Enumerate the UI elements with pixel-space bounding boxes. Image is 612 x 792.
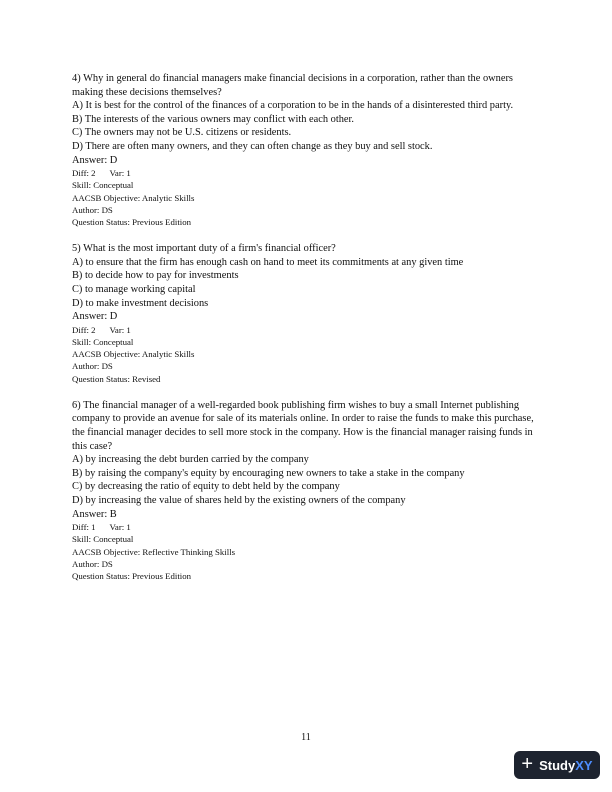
question-status-line: Question Status: Previous Edition xyxy=(72,216,192,227)
answer-option: C) by decreasing the ratio of equity to debt held by the company xyxy=(72,481,340,493)
answer-option: B) by raising the company's equity by encouraging new owners to take a stake in the company xyxy=(72,467,465,479)
difficulty-value: Diff: 2 xyxy=(72,168,96,179)
badge-brand-accent: XY xyxy=(575,757,593,773)
page-number: 11 xyxy=(301,732,311,743)
skill-line: Skill: Conceptual xyxy=(72,336,134,347)
difficulty-line xyxy=(72,324,542,336)
answer-option: A) It is best for the control of the finances of a corporation to be in the hands of a disinterested third party. xyxy=(72,100,514,112)
skill-line: Skill: Conceptual xyxy=(72,534,134,545)
author-line: Author: DS xyxy=(72,361,113,372)
answer-option: B) The interests of the various owners may conflict with each other. xyxy=(72,113,355,125)
difficulty-line xyxy=(72,521,542,533)
answer-key: Answer: D xyxy=(72,154,118,166)
answer-option: C) to manage working capital xyxy=(72,283,196,295)
question-status-line: Question Status: Revised xyxy=(72,373,161,384)
document-page xyxy=(72,72,542,596)
aacsb-objective-line: AACSB Objective: Reflective Thinking Skills xyxy=(72,546,236,557)
variant-value: Var: 1 xyxy=(109,324,131,335)
answer-option: A) to ensure that the firm has enough cash on hand to meet its commitments at any given time xyxy=(72,256,464,268)
question-status-line: Question Status: Previous Edition xyxy=(72,570,192,581)
question-block xyxy=(72,242,542,385)
aacsb-objective-line: AACSB Objective: Analytic Skills xyxy=(72,349,195,360)
question-text: 6) The financial manager of a well-regarded book publishing firm wishes to buy a small Internet publishing company to provide an avenue for sale of its materials online. In order to raise the funds to make this purchase, the financial manager decides to sell more stock in the company. How is the financial manager raising funds in this case? xyxy=(72,399,534,452)
author-line: Author: DS xyxy=(72,558,113,569)
studyxy-badge[interactable] xyxy=(514,751,600,779)
answer-option: A) by increasing the debt burden carried by the company xyxy=(72,454,309,466)
difficulty-value: Diff: 1 xyxy=(72,522,96,533)
difficulty-value: Diff: 2 xyxy=(72,324,96,335)
answer-key: Answer: B xyxy=(72,508,117,520)
skill-line: Skill: Conceptual xyxy=(72,180,134,191)
answer-option: D) to make investment decisions xyxy=(72,297,209,309)
answer-option: D) There are often many owners, and they can often change as they buy and sell stock. xyxy=(72,140,433,152)
aacsb-objective-line: AACSB Objective: Analytic Skills xyxy=(72,192,195,203)
question-text: 4) Why in general do financial managers make financial decisions in a corporation, rather than the owners making these decisions themselves? xyxy=(72,73,513,98)
variant-value: Var: 1 xyxy=(109,168,131,179)
answer-option: D) by increasing the value of shares held by the existing owners of the company xyxy=(72,494,406,506)
answer-option: B) to decide how to pay for investments xyxy=(72,270,239,282)
answer-key: Answer: D xyxy=(72,311,118,323)
difficulty-line xyxy=(72,167,542,179)
badge-brand-text: Study xyxy=(539,757,576,773)
plus-icon: + xyxy=(521,753,534,775)
question-block xyxy=(72,399,542,582)
answer-option: C) The owners may not be U.S. citizens or residents. xyxy=(72,127,292,139)
question-block xyxy=(72,72,542,228)
question-text: 5) What is the most important duty of a firm's financial officer? xyxy=(72,243,336,255)
variant-value: Var: 1 xyxy=(109,522,131,533)
author-line: Author: DS xyxy=(72,204,113,215)
badge-brand xyxy=(539,758,592,773)
